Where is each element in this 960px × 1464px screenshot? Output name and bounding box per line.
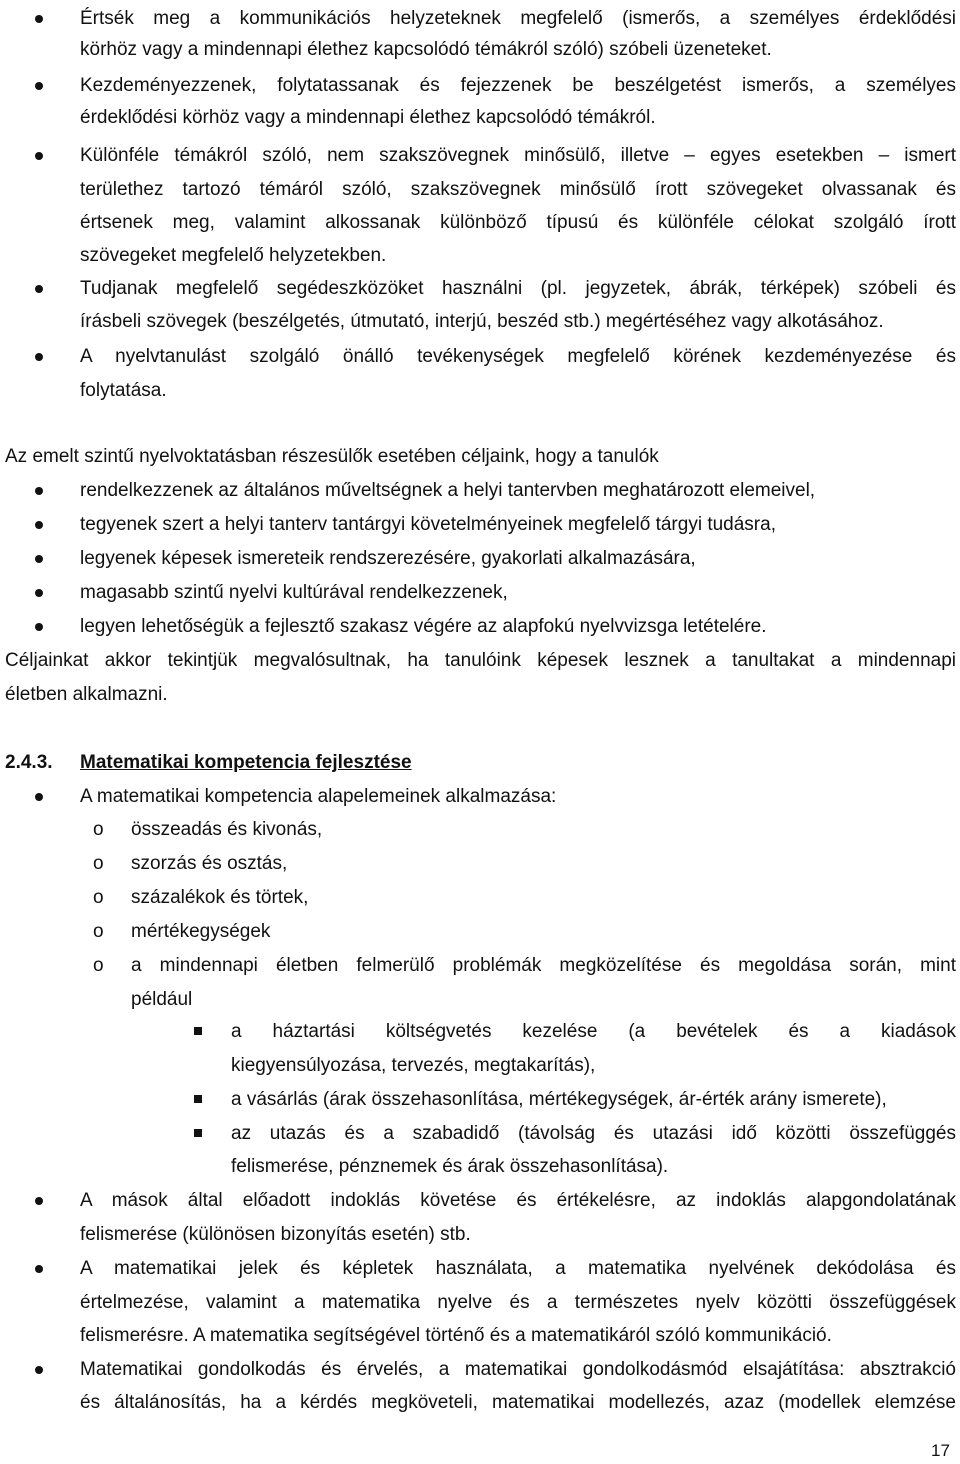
text-line: szövegeket megfelelő helyzetekben. [80,245,387,266]
section-title: Matematikai kompetencia fejlesztése [80,752,412,773]
square-bullet-icon [194,1027,202,1035]
list-item: legyenek képesek ismereteik rendszerezésére, gyakorlati alkalmazására, [80,548,696,569]
bullet-icon [35,285,43,293]
sublist-item: százalékok és törtek, [131,887,309,908]
page-number: 17 [931,1441,950,1460]
circle-bullet-icon: o [93,819,104,840]
text-line: Tudjanak megfelelő segédeszközöket használni (pl. jegyzetek, ábrák, térképek) szóbeli és [80,278,956,299]
square-bullet-icon [194,1095,202,1103]
text-line: érdeklődési körhöz vagy a mindennapi élethez kapcsolódó témákról. [80,107,656,128]
bullet-icon [35,353,43,361]
text-line: A mások által előadott indoklás követése és értékelésre, az indoklás alapgondolatának [80,1190,956,1211]
list-item: rendelkezzenek az általános műveltségnek a helyi tantervben meghatározott elemeivel, [80,480,816,501]
bullet-icon [35,589,43,597]
sublist-item: a mindennapi életben felmerülő problémák megközelítése és megoldása során, mint [131,955,956,976]
text-line: A matematikai jelek és képletek használata, a matematika nyelvének dekódolása és [80,1258,956,1279]
bullet-icon [35,1197,43,1205]
text-line: folytatása. [80,380,167,401]
text-line: körhöz vagy a mindennapi élethez kapcsolódó témákról szóló) szóbeli üzeneteket. [80,39,772,60]
subsublist-item: a vásárlás (árak összehasonlítása, mértékegységek, ár-érték arány ismerete), [231,1089,887,1110]
list-item: magasabb szintű nyelvi kultúrával rendelkezzenek, [80,582,508,603]
subsublist-item: a háztartási költségvetés kezelése (a bevételek és a kiadások [231,1021,956,1042]
text-line: felismerése (különösen bizonyítás esetén) stb. [80,1224,471,1245]
bullet-icon [35,521,43,529]
bullet-icon [35,555,43,563]
bullet-icon [35,82,43,90]
section-number: 2.4.3. [5,752,53,773]
text-line: Értsék meg a kommunikációs helyzeteknek megfelelő (ismerős, a személyes érdeklődési [80,8,956,29]
text-line: értsenek meg, valamint alkossanak különböző típusú és különféle célokat szolgáló írott [80,212,956,233]
text-line: felismerésre. A matematika segítségével történő és a matematikáról szóló kommunikáció. [80,1325,832,1346]
text-line: és általánosítás, ha a kérdés megköveteli, matematikai modellezés, azaz (modellek elemzése [80,1392,956,1413]
sublist-item: összeadás és kivonás, [131,819,323,840]
text-line: Különféle témákról szóló, nem szakszövegnek minősülő, illetve – egyes esetekben – ismert [80,145,956,166]
text-line: írásbeli szövegek (beszélgetés, útmutató, interjú, beszéd stb.) megértéséhez vagy alkotásához. [80,311,884,332]
bullet-icon [35,487,43,495]
text-line: Matematikai gondolkodás és érvelés, a matematikai gondolkodásmód elsajátítása: absztrakció [80,1359,956,1380]
text-line: területhez tartozó témáról szóló, szakszövegnek minősülő írott szövegeket olvassanak és [80,179,956,200]
sublist-item: mértékegységek [131,921,271,942]
bullet-icon [35,152,43,160]
list-item: A matematikai kompetencia alapelemeinek alkalmazása: [80,786,557,807]
text-line: Kezdeményezzenek, folytatassanak és fejezzenek be beszélgetést ismerős, a személyes [80,75,956,96]
bullet-icon [35,793,43,801]
circle-bullet-icon: o [93,887,104,908]
circle-bullet-icon: o [93,921,104,942]
bullet-icon [35,623,43,631]
subsublist-item: kiegyensúlyozása, tervezés, megtakarítás), [231,1055,596,1076]
text-line: értelmezése, valamint a matematika nyelve és a természetes nyelv közötti összefüggések [80,1292,956,1313]
circle-bullet-icon: o [93,955,104,976]
paragraph-intro: Az emelt szintű nyelvoktatásban részesülők esetében céljaink, hogy a tanulók [5,446,659,467]
sublist-item: például [131,989,193,1010]
bullet-icon [35,1265,43,1273]
subsublist-item: az utazás és a szabadidő (távolság és utazási idő közötti összefüggés [231,1123,956,1144]
text-line: Céljainkat akkor tekintjük megvalósultnak, ha tanulóink képesek lesznek a tanultakat a mindennapi [5,650,956,671]
sublist-item: szorzás és osztás, [131,853,288,874]
text-line: életben alkalmazni. [5,684,168,705]
subsublist-item: felismerése, pénznemek és árak összehasonlítása). [231,1156,669,1177]
circle-bullet-icon: o [93,853,104,874]
list-item: tegyenek szert a helyi tanterv tantárgyi követelményeinek megfelelő tárgyi tudásra, [80,514,776,535]
list-item: legyen lehetőségük a fejlesztő szakasz végére az alapfokú nyelvvizsga letételére. [80,616,767,637]
square-bullet-icon [194,1129,202,1137]
bullet-icon [35,1366,43,1374]
bullet-icon [35,15,43,23]
text-line: A nyelvtanulást szolgáló önálló tevékenységek megfelelő körének kezdeményezése és [80,346,956,367]
